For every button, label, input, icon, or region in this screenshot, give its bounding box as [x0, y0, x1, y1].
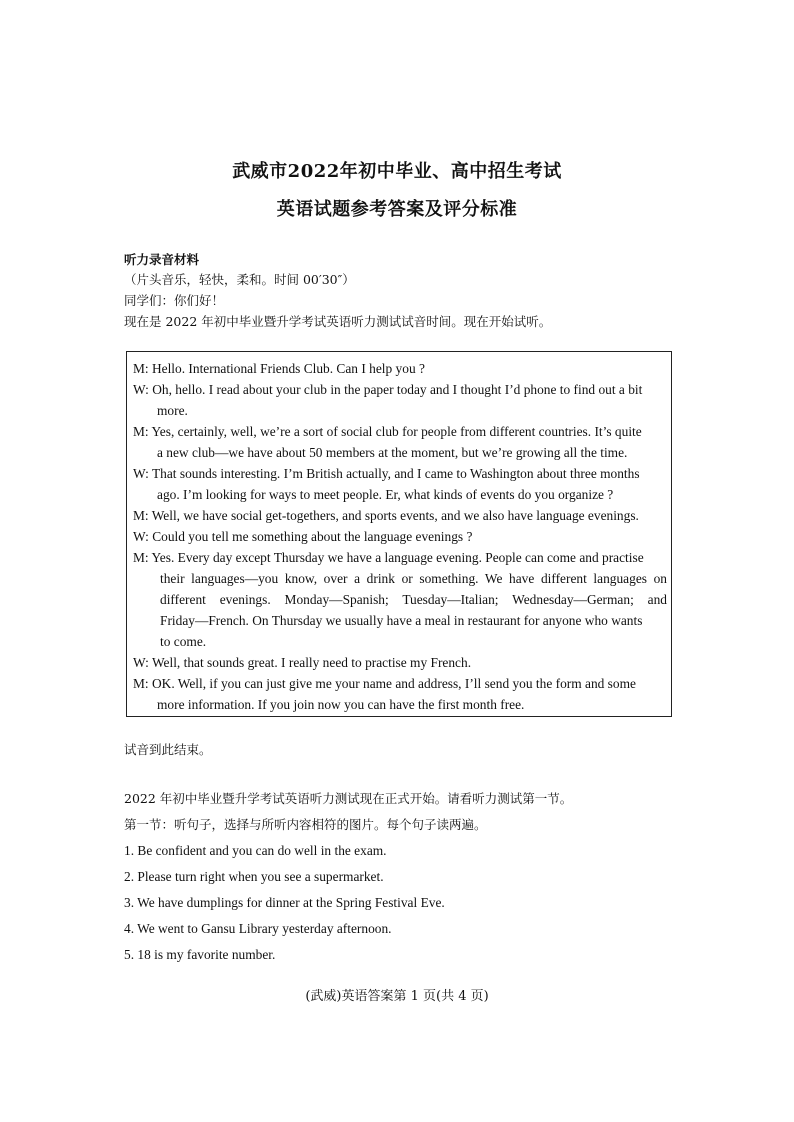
page-footer: (武威)英语答案第 1 页(共 4 页): [305, 989, 489, 1004]
transcript-line: Friday—French. On Thursday we usually have a meal in restaurant for anyone who wants: [160, 613, 643, 628]
section1-instruction: 第一节：听句子，选择与所听内容相符的图片。每个句子读两遍。: [124, 817, 487, 832]
document-title: 武威市2022年初中毕业、高中招生考试: [232, 161, 562, 182]
question-item: 4. We went to Gansu Library yesterday afternoon.: [124, 921, 392, 936]
listening-material-heading: 听力录音材料: [124, 252, 200, 267]
trial-end-notice: 试音到此结束。: [124, 742, 212, 757]
question-item: 5. 18 is my favorite number.: [124, 947, 276, 962]
transcript-line: W: That sounds interesting. I’m British actually, and I came to Washington about three months: [133, 466, 640, 481]
trial-announcement: 现在是 2022 年初中毕业暨升学考试英语听力测试试音时间。现在开始试听。: [124, 314, 552, 329]
question-item: 3. We have dumplings for dinner at the Spring Festival Eve.: [124, 895, 445, 910]
transcript-line: W: Well, that sounds great. I really need to practise my French.: [133, 655, 472, 670]
document-subtitle: 英语试题参考答案及评分标准: [276, 199, 518, 220]
question-item: 1. Be confident and you can do well in the exam.: [124, 843, 387, 858]
transcript-line: their languages—you know, over a drink or something. We have different languages on: [160, 571, 667, 586]
music-note: （片头音乐，轻快，柔和。时间 00′30″）: [124, 272, 355, 287]
transcript-box: [126, 351, 672, 717]
transcript-line: more information. If you join now you can have the first month free.: [157, 697, 525, 712]
greeting: 同学们：你们好！: [124, 293, 225, 308]
transcript-line: M: OK. Well, if you can just give me your name and address, I’ll send you the form and some: [133, 676, 636, 691]
transcript-line: a new club—we have about 50 members at the moment, but we’re growing all the time.: [157, 445, 628, 460]
transcript-line: more.: [157, 403, 188, 418]
transcript-line: M: Hello. International Friends Club. Can I help you ?: [133, 361, 425, 376]
transcript-line: M: Well, we have social get-togethers, and sports events, and we also have language evenings.: [133, 508, 639, 523]
transcript-line: M: Yes. Every day except Thursday we have a language evening. People can come and practise: [133, 550, 644, 565]
transcript-line: M: Yes, certainly, well, we’re a sort of social club for people from different countries. It’s quite: [133, 424, 642, 439]
transcript-line: ago. I’m looking for ways to meet people. Er, what kinds of events do you organize ?: [157, 487, 614, 502]
transcript-line: W: Oh, hello. I read about your club in the paper today and I thought I’d phone to find out a bit: [133, 382, 643, 397]
transcript-line: W: Could you tell me something about the language evenings ?: [133, 529, 473, 544]
test-start-notice: 2022 年初中毕业暨升学考试英语听力测试现在正式开始。请看听力测试第一节。: [124, 791, 573, 806]
transcript-line: to come.: [160, 634, 207, 649]
transcript-line: different evenings. Monday—Spanish; Tuesday—Italian; Wednesday—German; and: [160, 592, 667, 607]
question-item: 2. Please turn right when you see a supermarket.: [124, 869, 384, 884]
